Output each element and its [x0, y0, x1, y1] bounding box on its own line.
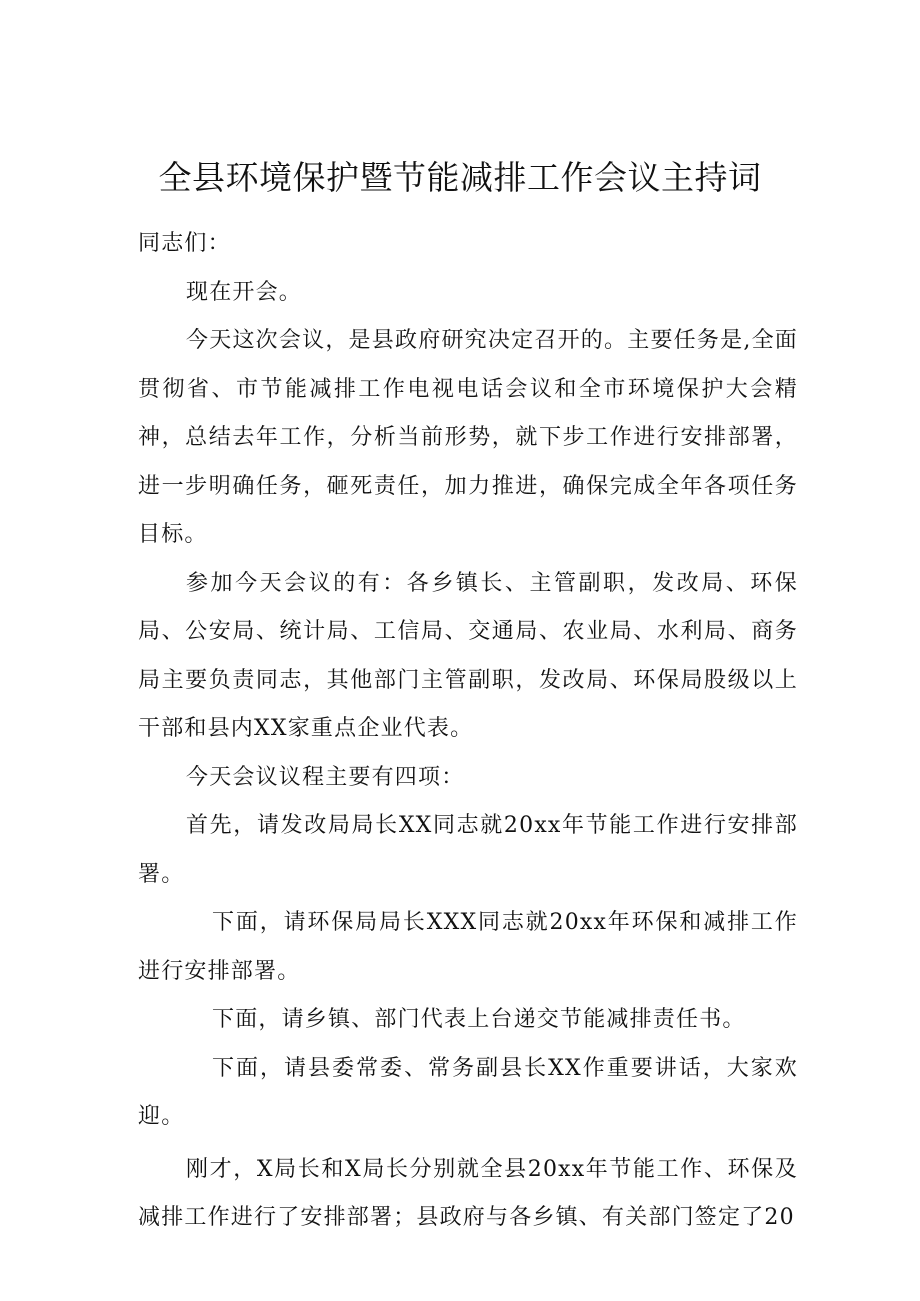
paragraph-summary: 刚才，X局长和X局长分别就全县20xx年节能工作、环保及减排工作进行了安排部署；县政府与各乡镇、有关部门签定了20: [138, 1156, 798, 1230]
paragraph-opening: 现在开会。: [186, 279, 303, 305]
salutation: 同志们：: [138, 231, 231, 256]
document-body: [138, 220, 798, 1243]
paragraph-agenda-intro: 今天会议议程主要有四项：: [186, 764, 465, 790]
paragraph-agenda-item-4: 下面，请县委常委、常务副县长XX作重要讲话，大家欢迎。: [138, 1055, 798, 1129]
paragraph-agenda-item-3: 下面，请乡镇、部门代表上台递交节能减排责任书。: [212, 1007, 746, 1032]
paragraph-attendees: 参加今天会议的有：各乡镇长、主管副职，发改局、环保局、公安局、统计局、工信局、交通局、农业局、水利局、商务局主要负责同志，其他部门主管副职，发改局、环保局股级以上干部和县内XX家重点企业代表。: [138, 570, 798, 741]
paragraph-purpose: 今天这次会议，是县政府研究决定召开的。主要任务是,全面贯彻省、市节能减排工作电视电话会议和全市环境保护大会精神，总结去年工作，分析当前形势，就下步工作进行安排部署，进一步明确任务，砸死责任，加力推进，确保完成全年各项任务目标。: [138, 328, 798, 547]
paragraph-agenda-item-2: 下面，请环保局局长XXX同志就20xx年环保和减排工作进行安排部署。: [138, 910, 798, 984]
paragraph-agenda-item-1: 首先，请发改局局长XX同志就20xx年节能工作进行安排部署。: [138, 813, 798, 887]
document-title: 全县环境保护暨节能减排工作会议主持词: [158, 158, 762, 197]
